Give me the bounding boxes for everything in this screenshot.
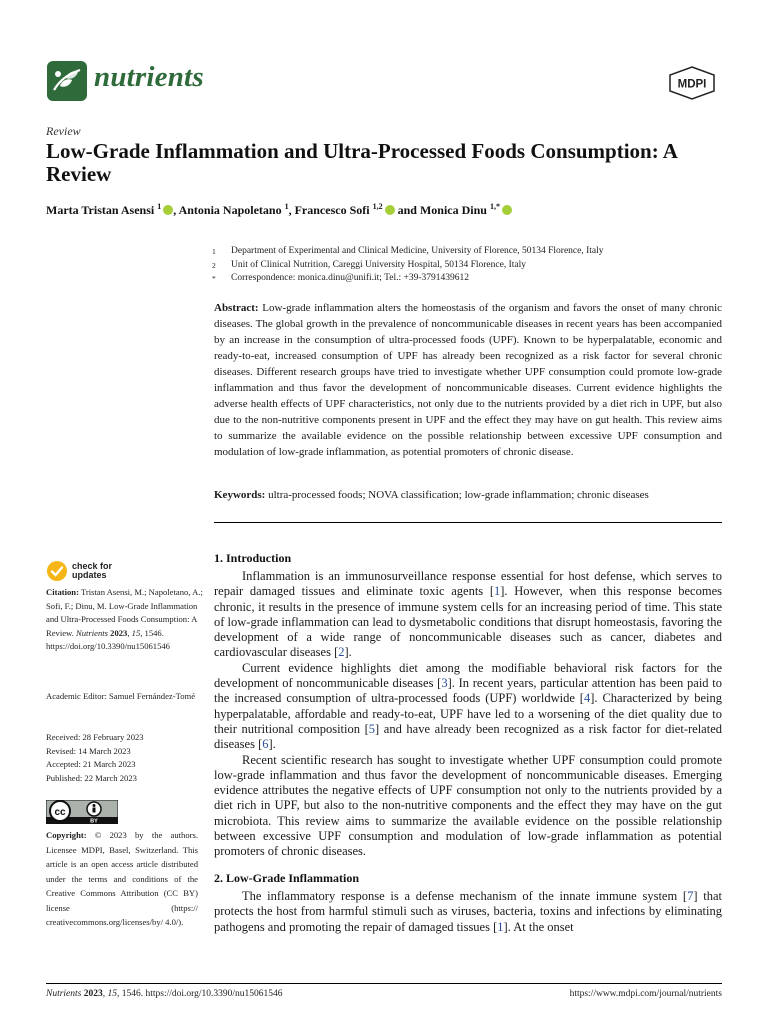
- author-separator: ,: [173, 203, 179, 217]
- footer-journal-url[interactable]: https://www.mdpi.com/journal/nutrients: [569, 989, 722, 999]
- date-revised: Revised: 14 March 2023: [46, 745, 131, 756]
- paragraph-text: ] and have already been recognized as a risk factor for diet-related diseases [: [214, 721, 722, 752]
- affiliation-mark: 1: [212, 247, 216, 256]
- article-type: Review: [46, 124, 81, 138]
- footer-volume: 15: [107, 989, 117, 999]
- paragraph-text: ]. In recent years, particular attention has been paid to the increased consumption of ultra-processed foods (UPF) worldwide [: [214, 676, 722, 706]
- reference-link[interactable]: 1: [497, 919, 504, 934]
- check-updates-label: [72, 562, 112, 580]
- keywords-text: ultra-processed foods; NOVA classification; low-grade inflammation; chronic diseases: [268, 489, 649, 501]
- author-list: [46, 202, 512, 218]
- abstract-label: Abstract:: [214, 302, 259, 314]
- footer-citation: Nutrients 2023, 15, 1546. https://doi.org/10.3390/nu15061546: [46, 989, 283, 999]
- paragraph-text: Inflammation is an immunosurveillance response essential for host defense, which serves to repair damaged tissues and eliminate toxic agents [: [214, 569, 722, 599]
- footer-year: 2023: [83, 989, 103, 999]
- check-for-updates-button[interactable]: [46, 558, 166, 584]
- author-name[interactable]: Antonia Napoletano: [178, 203, 282, 217]
- check-updates-line: check for: [72, 561, 113, 571]
- journal-name[interactable]: nutrients: [94, 61, 204, 93]
- author-name[interactable]: Francesco Sofi: [294, 203, 370, 217]
- section-body: [214, 569, 722, 860]
- cc-by-license-icon[interactable]: [46, 800, 118, 824]
- author-affiliation-mark: 1: [284, 202, 289, 211]
- paragraph-text: ] that protects the host from harmful stimuli such as viruses, bacteria, toxins and infections by eliminating pathogens and promoting the repair of damaged tissues [: [214, 889, 722, 934]
- paragraph-text: ]. However, when this response becomes chronic, it results in the presence of immune system cells for an increasing period of time. This state of low-grade inflammation can lead to dysmetabolic conditions that disrupt homeostasis, favoring the development of a wide range of noncommunicable diseases such as cancer, diabetes and cardiovascular diseases [: [214, 584, 722, 660]
- citation-label: Citation:: [46, 587, 79, 597]
- abstract-text: Low-grade inflammation alters the homeostasis of the organism and favors the onset of many chronic diseases. The global growth in the prevalence of noncommunicable diseases in recent years has been accompanied by an increase in the consumption of ultra-processed foods (UPF). Known to be hyperpalatable, economic and ready-to-eat, increased consumption of UPF has already been recognized as a risk factor for several chronic diseases. Different research groups have tried to investigate whether UPF consumption could promote low-grade inflammation and thus favor the development of noncommunicable diseases. Current evidence highlights the adverse health effects of UPF characteristics, not only due to the nutrients provided by a diet rich in UPF, but also due to the non-nutritive components present in UPF and the effect they may have on gut health. This review aims to summarize the available evidence on the possible relationship between excessive UPF consumption and modulation of low-grade inflammation, as potential promoters of chronic disease.: [214, 302, 723, 458]
- paragraph: Recent scientific research has sought to investigate whether UPF consumption could promote low-grade inflammation and thus favor the development of noncommunicable diseases. Emerging evidence attributes the negative effects of UPF consumption not only to the nutrients provided by a diet rich in UPF, but also to the non-nutritive components and the effect they may have on the gut microbiota. This review aims to summarize the available evidence on the possible relationship between excessive UPF consumption and modulation of low-grade inflammation as potential promoters of chronic diseases.: [214, 752, 722, 859]
- paragraph-text: ].: [268, 737, 276, 752]
- copyright-text: © 2023 by the authors. Licensee MDPI, Basel, Switzerland. This article is an open access article distributed under the terms and conditions of the Creative Commons Attribution (CC BY) license (https:// creativecommons.org/licenses/by/ 4.0/).: [46, 830, 198, 927]
- mdpi-logo-icon[interactable]: [668, 66, 716, 100]
- affiliations: [212, 245, 604, 286]
- orcid-icon[interactable]: [163, 205, 173, 215]
- paragraph-text: ]. Characterized by being hyperpalatable, affordable and ready-to-eat, UPF have led to a worsening of the diet quality due to their nutritional composition [: [214, 691, 722, 736]
- reference-link[interactable]: 3: [441, 676, 448, 691]
- paragraph-text: Current evidence highlights diet among the modifiable behavioral risk factors for the development of noncommunicable diseases [: [214, 660, 722, 691]
- citation: Citation: Tristan Asensi, M.; Napoletano, A.; Sofi, F.; Dinu, M. Low-Grade Inflammation and Ultra-Processed Foods Consumption: A Review. Nutrients 2023, 15, 1546. https://doi.org/10.3390/nu15061546: [46, 587, 203, 651]
- affiliation-item: [212, 245, 604, 259]
- divider: [214, 522, 722, 523]
- section-heading: 2. Low-Grade Inflammation: [214, 871, 359, 885]
- affiliation-item: [212, 272, 604, 286]
- orcid-icon[interactable]: [502, 205, 512, 215]
- reference-link[interactable]: 4: [583, 691, 591, 706]
- footer-doi[interactable]: , 1546. https://doi.org/10.3390/nu15061546: [117, 989, 283, 999]
- reference-link[interactable]: 1: [494, 584, 501, 599]
- author-name[interactable]: Monica Dinu: [419, 203, 487, 217]
- affiliation-mark: 2: [212, 260, 216, 270]
- publisher-name: MDPI: [677, 78, 707, 91]
- reference-link[interactable]: 2: [338, 645, 345, 660]
- reference-link[interactable]: 6: [262, 737, 269, 752]
- paragraph-text: The inflammatory response is a defense mechanism of the innate immune system [: [242, 889, 688, 903]
- footer-journal: Nutrients: [46, 989, 82, 999]
- article-title: Low-Grade Inflammation and Ultra-Processed Foods Consumption: A Review: [46, 139, 677, 186]
- section-heading: 1. Introduction: [214, 551, 292, 565]
- affiliation-item: [212, 259, 604, 273]
- paragraph-text: ].: [344, 645, 352, 660]
- reference-link[interactable]: 7: [687, 889, 694, 903]
- publication-dates: [46, 731, 206, 785]
- keywords-label: Keywords:: [214, 489, 266, 501]
- correspondence-text[interactable]: Correspondence: monica.dinu@unifi.it; Tel.: +39-3791439612: [231, 273, 470, 283]
- citation-volume: 15: [131, 627, 141, 638]
- author-name[interactable]: Marta Tristan Asensi: [46, 203, 155, 217]
- orcid-icon[interactable]: [385, 205, 395, 215]
- citation-journal: Nutrients: [76, 627, 108, 638]
- affiliation-mark: *: [212, 274, 216, 283]
- abstract: [214, 300, 722, 460]
- paragraph: [214, 889, 722, 935]
- date-published: Published: 22 March 2023: [46, 772, 137, 783]
- paragraph: [214, 569, 722, 661]
- check-updates-line: updates: [72, 570, 107, 580]
- copyright-label: Copyright:: [46, 830, 87, 840]
- citation-year: 2023: [110, 627, 128, 638]
- divider: [46, 983, 722, 984]
- author-separator: ,: [288, 203, 295, 217]
- section-body: [214, 889, 722, 935]
- citation-text: Tristan Asensi, M.; Napoletano, A.; Sofi, F.; Dinu, M. Low-Grade Inflammation and Ultra-Processed Foods Consumption: A Review.: [46, 587, 203, 638]
- affiliation-text: Unit of Clinical Nutrition, Careggi University Hospital, 50134 Florence, Italy: [231, 259, 526, 270]
- paragraph: [214, 661, 722, 753]
- author-affiliation-mark: 1,2: [372, 202, 383, 211]
- reference-link[interactable]: 5: [368, 721, 376, 736]
- affiliation-text: Department of Experimental and Clinical Medicine, University of Florence, 50134 Florence, Italy: [231, 246, 604, 256]
- svg-text:cc: cc: [54, 807, 66, 818]
- check-updates-icon: [46, 560, 68, 582]
- journal-logo-icon: [46, 60, 88, 102]
- keywords: [214, 489, 722, 501]
- citation-doi[interactable]: , 1546. https://doi.org/10.3390/nu15061546: [46, 627, 170, 651]
- cc-by-label: BY: [90, 818, 98, 824]
- author-affiliation-mark: 1: [157, 202, 162, 211]
- date-accepted: Accepted: 21 March 2023: [46, 759, 136, 769]
- author-affiliation-mark: 1,*: [489, 202, 500, 211]
- paragraph-text: ]. At the onset: [503, 919, 574, 934]
- date-received: Received: 28 February 2023: [46, 732, 144, 742]
- academic-editor: Academic Editor: Samuel Fernández-Tomé: [46, 691, 196, 701]
- author-separator: and: [394, 203, 420, 217]
- copyright-notice: [46, 828, 198, 930]
